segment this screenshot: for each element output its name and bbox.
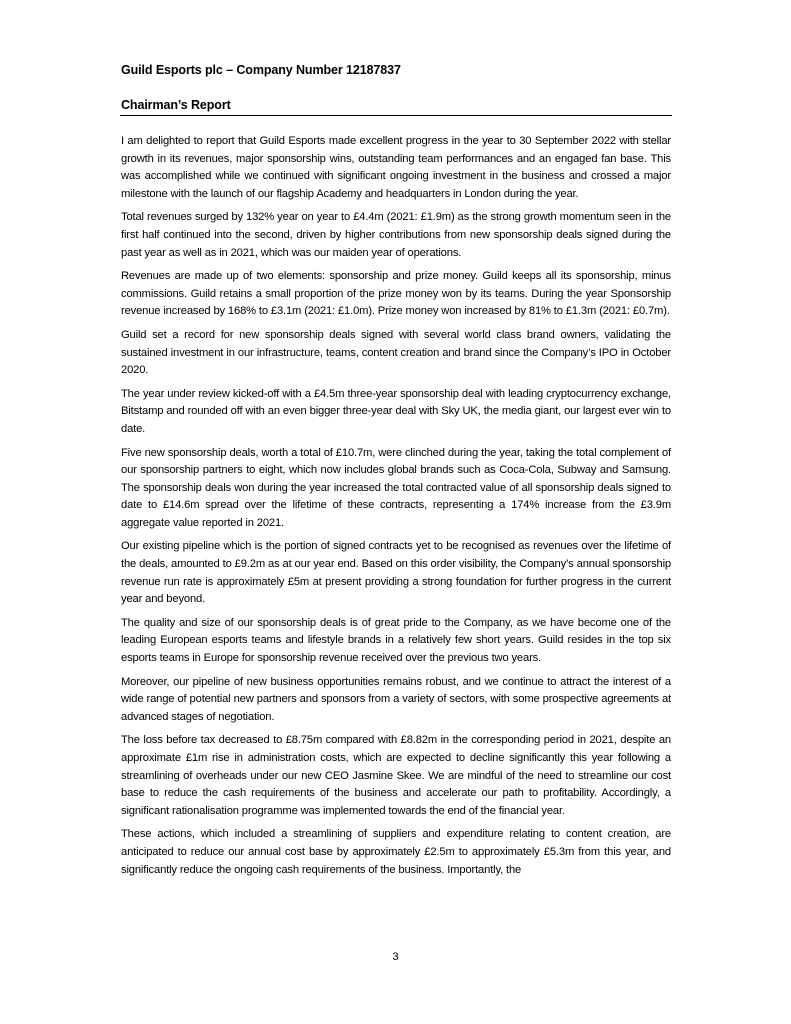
page-number: 3 [392,951,399,963]
paragraph-progress: I am delighted to report that Guild Esports made excellent progress in the year to 30 September 2022 with stellar growth in its revenues, major sponsorship wins, outstanding team performances and an engaged fan base. This was accomplished while we continued with significant ongoing investment in the business and crossed a major milestone with the launch of our flagship Academy and headquarters in London during the year. [121,135,671,200]
paragraph-opportunities: Moreover, our pipeline of new business opportunities remains robust, and we continue to attract the interest of a wide range of potential new partners and sponsors from a variety of sectors, with some prospective agreements at advanced stages of negotiation. [121,675,671,723]
paragraph-bitstamp-sky: The year under review kicked-off with a £4.5m three-year sponsorship deal with leading cryptocurrency exchange, Bitstamp and rounded off with an even bigger three-year deal with Sky UK, the media giant, our largest ever win to date. [121,387,671,435]
paragraph-record-deals: Guild set a record for new sponsorship deals signed with several world class brand owners, validating the sustained investment in our infrastructure, teams, content creation and brand since the Company’s IPO in October 2020. [121,328,671,377]
paragraph-revenues: Total revenues surged by 132% year on year to £4.4m (2021: £1.9m) as the strong growth momentum seen in the first half continued into the second, driven by higher contributions from new sponsorship deals signed during the past year as well as in 2021, which was our maiden year of operations. [121,211,671,259]
company-heading: Guild Esports plc – Company Number 12187837 [121,63,401,77]
paragraph-new-deals: Five new sponsorship deals, worth a total of £10.7m, were clinched during the year, taking the total complement of our sponsorship partners to eight, which now includes global brands such as Coca-Cola, Subway and Samsung. The sponsorship deals won during the year increased the total contracted value of all sponsorship deals signed to date to £14.6m spread over the lifetime of these contracts, representing a 174% increase from the £3.9m aggregate value reported in 2021. [121,446,671,529]
paragraph-revenue-elements: Revenues are made up of two elements: sponsorship and prize money. Guild keeps all its sponsorship, minus commissions. Guild retains a small proportion of the prize money won by its teams. During the year Sponsorship revenue increased by 168% to £3.1m (2021: £1.0m). Prize money won increased by 81% to £1.3m (2021: £0.7m). [121,270,671,318]
section-title: Chairman’s Report [121,98,231,112]
report-body [121,133,671,885]
paragraph-quality: The quality and size of our sponsorship deals is of great pride to the Company, as we have become one of the leading European esports teams and lifestyle brands in a relatively few short years. Guild resides in the top six esports teams in Europe for sponsorship revenue received over the previous two years. [121,616,671,665]
heading-underline [120,115,672,116]
paragraph-pipeline: Our existing pipeline which is the portion of signed contracts yet to be recognised as revenues over the lifetime of the deals, amounted to £9.2m as at our year end. Based on this order visibility, the Company’s annual sponsorship revenue run rate is approximately £5m at present providing a strong foundation for further progress in the current year and beyond. [121,540,671,606]
paragraph-loss: The loss before tax decreased to £8.75m compared with £8.82m in the corresponding period in 2021, despite an approximate £1m rise in administration costs, which are expected to decline significantly this year following a streamlining of overheads under our new CEO Jasmine Skee. We are mindful of the need to streamline our cost base to reduce the cash requirements of the business and accelerate our path to profitability. Accordingly, a significant rationalisation programme was implemented towards the end of the financial year. [121,734,671,817]
paragraph-cost-actions: These actions, which included a streamlining of suppliers and expenditure relating to content creation, are anticipated to reduce our annual cost base by approximately £2.5m to approximately £5.3m from this year, and significantly reduce the ongoing cash requirements of the business. Importantly, the [121,828,671,876]
